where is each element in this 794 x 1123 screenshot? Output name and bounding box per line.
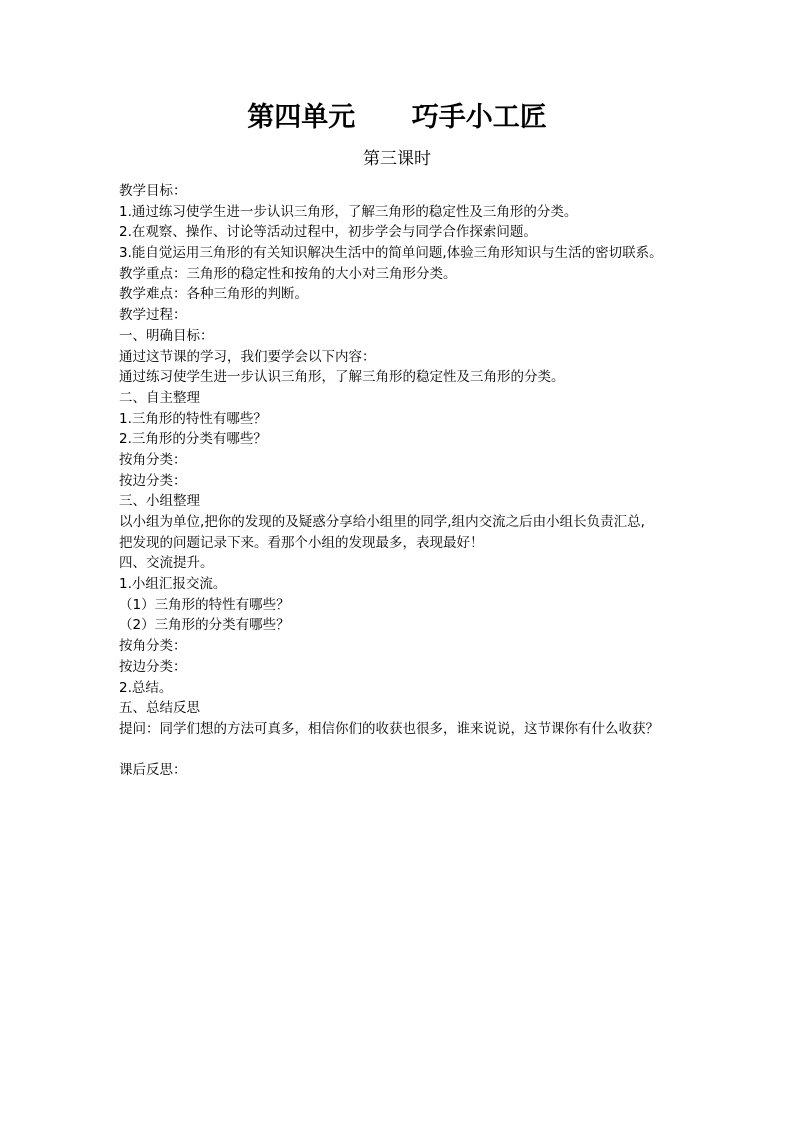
document-body bbox=[119, 181, 719, 781]
document-line: 2.总结。 bbox=[119, 679, 173, 696]
document-line: 通过这节课的学习，我们要学会以下内容： bbox=[119, 348, 376, 365]
document-line: （2）三角形的分类有哪些？ bbox=[119, 617, 290, 634]
document-line: 按角分类： bbox=[119, 451, 187, 468]
document-line: 1.通过练习使学生进一步认识三角形，了解三角形的稳定性及三角形的分类。 bbox=[119, 203, 578, 220]
document-line: 把发现的问题记录下来。看那个小组的发现最多，表现最好！ bbox=[119, 534, 484, 551]
document-line: 教学难点：各种三角形的判断。 bbox=[119, 286, 308, 303]
document-line: 提问：同学们想的方法可真多，相信你们的收获也很多，谁来说说，这节课你有什么收获？ bbox=[119, 720, 659, 737]
document-subtitle: 第三课时 bbox=[363, 149, 431, 169]
document-line: 按边分类： bbox=[119, 472, 187, 489]
document-line: 三、小组整理 bbox=[119, 493, 200, 510]
document-line: 1.三角形的特性有哪些？ bbox=[119, 410, 267, 427]
document-line: （1）三角形的特性有哪些？ bbox=[119, 596, 290, 613]
document-line: 2.三角形的分类有哪些？ bbox=[119, 431, 267, 448]
document-line: 二、自主整理 bbox=[119, 389, 200, 406]
document-line: 一、明确目标： bbox=[119, 327, 214, 344]
document-line: 3.能自觉运用三角形的有关知识解决生活中的简单问题,体验三角形知识与生活的密切联系。 bbox=[119, 245, 663, 262]
document-line: 五、总结反思 bbox=[119, 700, 200, 717]
document-title: 第四单元 巧手小工匠 bbox=[247, 102, 547, 133]
document-line: 教学重点：三角形的稳定性和按角的大小对三角形分类。 bbox=[119, 265, 457, 282]
document-line: 教学过程： bbox=[119, 307, 187, 324]
document-line: 1.小组汇报交流。 bbox=[119, 576, 227, 593]
document-line: 按角分类： bbox=[119, 638, 187, 655]
document-line: 2.在观察、操作、讨论等活动过程中，初步学会与同学合作探索问题。 bbox=[119, 224, 537, 241]
document-line: 四、交流提升。 bbox=[119, 555, 214, 572]
document-line: 通过练习使学生进一步认识三角形，了解三角形的稳定性及三角形的分类。 bbox=[119, 369, 565, 386]
document-line: 教学目标： bbox=[119, 183, 187, 199]
blank-line bbox=[119, 740, 719, 761]
document-line: 以小组为单位,把你的发现的及疑惑分享给小组里的同学,组内交流之后由小组长负责汇总, bbox=[119, 514, 645, 530]
document-line: 按边分类： bbox=[119, 658, 187, 675]
reflection-line: 课后反思： bbox=[119, 762, 187, 779]
